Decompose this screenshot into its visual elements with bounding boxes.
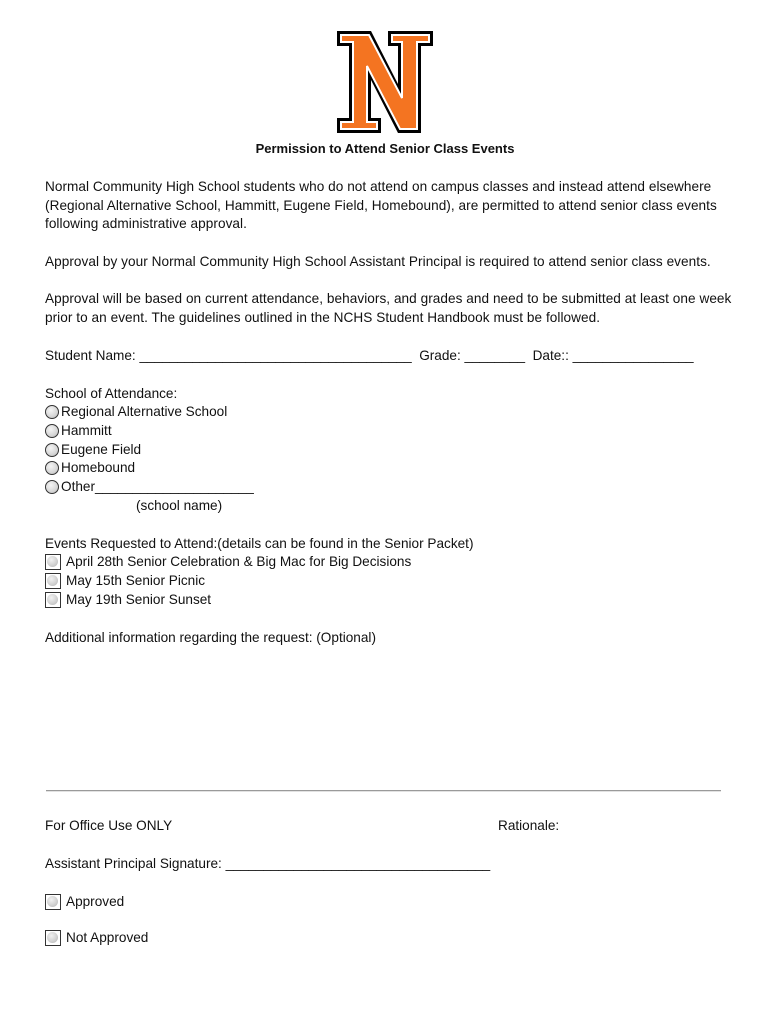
event-option-label: May 15th Senior Picnic	[66, 573, 206, 588]
event-option-label: April 28th Senior Celebration & Big Mac for Big Decisions	[66, 554, 412, 569]
student-name-label: Student Name:	[45, 348, 136, 363]
signature-label: Assistant Principal Signature:	[45, 856, 222, 871]
school-option-regional[interactable]	[45, 403, 227, 422]
approved-label: Approved	[66, 894, 125, 909]
other-school-field[interactable]: _____________________	[95, 479, 254, 494]
school-option-label: Hammitt	[61, 423, 112, 438]
office-use-label: For Office Use ONLY	[45, 818, 173, 833]
not-approved-option[interactable]	[45, 929, 148, 948]
not-approved-label: Not Approved	[66, 930, 149, 945]
grade-label: Grade:	[419, 348, 461, 363]
school-option-label: Eugene Field	[61, 442, 142, 457]
checkbox-icon[interactable]	[45, 592, 61, 608]
checkbox-icon[interactable]	[45, 573, 61, 589]
student-info-row	[45, 347, 694, 366]
event-option-may-15[interactable]	[45, 572, 205, 591]
school-option-label: Other	[61, 479, 95, 494]
rationale-label: Rationale:	[498, 818, 560, 833]
event-option-label: May 19th Senior Sunset	[66, 592, 212, 607]
student-name-field[interactable]: ____________________________________	[139, 348, 412, 363]
checkbox-icon[interactable]	[45, 894, 61, 910]
event-option-may-19[interactable]	[45, 591, 211, 610]
eligibility-paragraph: Normal Community High School students who do not attend on campus classes and instead attend elsewhere (Regional Alternative School, Hammitt, Eugene Field, Homebound), are permitted to attend senior class events following administrative approval.	[45, 179, 717, 232]
approval-paragraph: Approval by your Normal Community High School Assistant Principal is required to attend senior class events.	[45, 254, 711, 269]
event-option-april-28[interactable]	[45, 553, 411, 572]
radio-icon[interactable]	[45, 424, 59, 438]
n-logo-icon	[336, 30, 434, 134]
approved-option[interactable]	[45, 893, 124, 912]
section-divider	[46, 790, 721, 792]
radio-icon[interactable]	[45, 480, 59, 494]
signature-row	[45, 855, 490, 874]
school-option-homebound[interactable]	[45, 459, 135, 478]
additional-info-label: Additional information regarding the request: (Optional)	[45, 630, 376, 645]
school-option-label: Homebound	[61, 460, 136, 475]
checkbox-icon[interactable]	[45, 930, 61, 946]
radio-icon[interactable]	[45, 405, 59, 419]
date-label: Date::	[532, 348, 569, 363]
radio-icon[interactable]	[45, 443, 59, 457]
date-field[interactable]: ________________	[572, 348, 694, 363]
events-heading: Events Requested to Attend:(details can be found in the Senior Packet)	[45, 536, 474, 551]
school-option-label: Regional Alternative School	[61, 404, 228, 419]
school-option-other[interactable]	[45, 478, 254, 497]
school-logo	[336, 30, 434, 139]
checkbox-icon[interactable]	[45, 554, 61, 570]
form-title: Permission to Attend Senior Class Events	[255, 141, 515, 156]
criteria-paragraph: Approval will be based on current attendance, behaviors, and grades and need to be submitted at least one week prior to an event. The guidelines outlined in the NCHS Student Handbook must be followed.	[45, 291, 732, 325]
signature-field[interactable]: ___________________________________	[225, 856, 491, 871]
school-option-eugene-field[interactable]	[45, 441, 141, 460]
radio-icon[interactable]	[45, 461, 59, 475]
grade-field[interactable]: ________	[464, 348, 526, 363]
school-name-hint: (school name)	[136, 498, 223, 513]
school-option-hammitt[interactable]	[45, 422, 112, 441]
school-heading: School of Attendance:	[45, 386, 178, 401]
